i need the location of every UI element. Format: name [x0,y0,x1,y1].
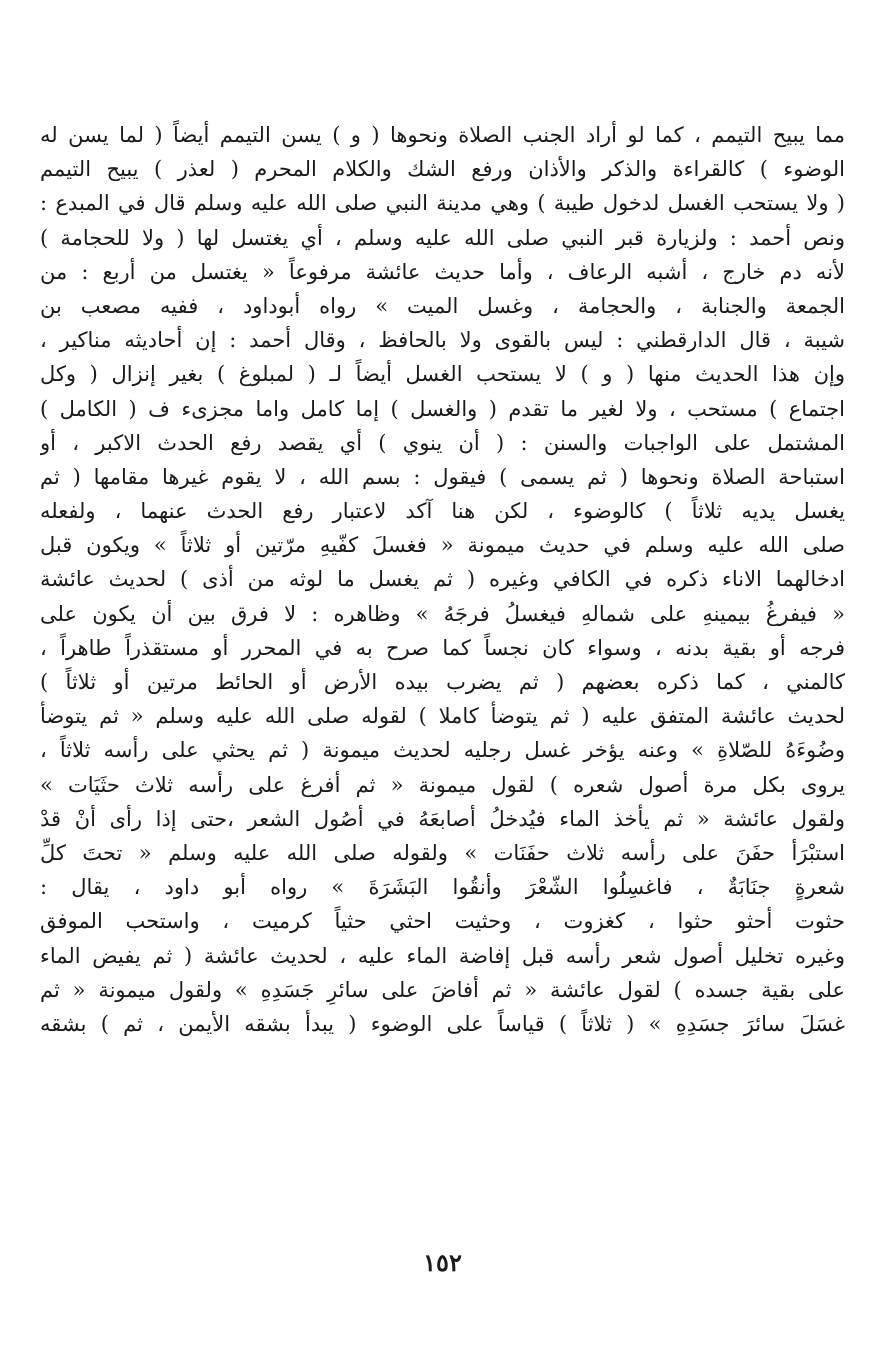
text-line: شعرةٍ جنَابَةٌ ، فاغسِلُوا الشّعْرَ وأنقُوا البَشَرَةَ » رواه أبو داود ، يقال : [40,875,845,900]
text-line: ولقول عائشة « ثم يأخذ الماء فيُدخلُ أصابعَهُ في أصُول الشعر ،حتى إذا رأى أنْ قدْ [40,806,845,831]
text-line: ونص أحمد : ولزيارة قبر النبي صلى الله عليه وسلم ، أي يغتسل لها ( ولا للحجامة ) [40,225,845,250]
text-line: على بقية جسده ) لقول عائشة « ثم أفاضَ على سائرِ جَسَدِهِ » ولقول ميمونة « ثم [40,977,845,1002]
text-line: استبْرَأ حفَنَ على رأسه ثلاث حفَنَات » ولقوله صلى الله عليه وسلم « تحتَ كلِّ [40,840,845,865]
text-line: صلى الله عليه وسلم في حديث ميمونة « فغسلَ كفّيهِ مرّتين أو ثلاثاً » ويكون قبل [40,533,845,558]
text-line: ادخالهما الاناء ذكره في الكافي وغيره ( ثم يغسل ما لوثه من أذى ) لحديث عائشة [40,567,845,592]
text-line: وغيره تخليل أصول شعر رأسه قبل إفاضة الماء عليه ، لحديث عائشة ( ثم يفيض الماء [40,943,845,968]
page-number: ١٥٢ [423,1248,462,1277]
text-line: حثوت أحثو حثوا ، كغزوت ، وحثيت احثي حثياً كرميت ، واستحب الموفق [40,909,845,934]
text-line: ( ولا يستحب الغسل لدخول طيبة ) وهي مدينة النبي صلى الله عليه وسلم قال في المبدع : [40,191,845,216]
text-line: غسَلَ سائرَ جسَدِهِ » ( ثلاثاً ) قياساً على الوضوء ( يبدأ بشقه الأيمن ، ثم ) بشقه [40,1011,845,1036]
text-line: فرجه أو بقية بدنه ، وسواء كان نجساً كما صرح به في المحرر أو مستقذراً طاهراً ، [40,635,845,660]
text-line: يغسل يديه ثلاثاً ) كالوضوء ، لكن هنا آكد لاعتبار رفع الحدث عنهما ، ولفعله [40,499,845,524]
text-line: يروى بكل مرة أصول شعره ) لقول ميمونة « ثم أفرغ على رأسه ثلاث حثَيَات » [40,772,845,797]
text-line: وضُوءَهُ للصّلاةِ » وعنه يؤخر غسل رجليه لحديث ميمونة ( ثم يحثي على رأسه ثلاثاً ، [40,738,845,763]
text-line: اجتماع ) مستحب ، ولا لغير ما تقدم ( والغسل ) إما كامل واما مجزىء ف ( الكامل ) [40,396,845,421]
text-line: شيبة ، قال الدارقطني : ليس بالقوى ولا بالحافظ ، وقال أحمد : إن أحاديثه مناكير ، [40,328,845,353]
text-line: وإن هذا الحديث منها ( و ) لا يستحب الغسل أيضاً لـ ( لمبلوغ ) بغير إنزال ( وكل [40,362,845,387]
text-line: مما يبيح التيمم ، كما لو أراد الجنب الصلاة ونحوها ( و ) يسن التيمم أيضاً ( لما يسن له [40,123,845,147]
text-line: المشتمل على الواجبات والسنن : ( أن ينوي ) أي يقصد رفع الحدث الاكبر ، أو [40,430,845,455]
body-text [40,118,845,1041]
text-line: لحديث عائشة المتفق عليه ( ثم يتوضأ كاملا ) لقوله صلى الله عليه وسلم « ثم يتوضأ [40,704,845,729]
text-line: الوضوء ) كالقراءة والذكر والأذان ورفع الشك والكلام المحرم ( لعذر ) يبيح التيمم [40,157,845,182]
text-line: الجمعة والجنابة ، والحجامة ، وغسل الميت » رواه أبوداود ، ففيه مصعب بن [40,293,845,318]
text-line: استباحة الصلاة ونحوها ( ثم يسمى ) فيقول : بسم الله ، لا يقوم غيرها مقامها ( ثم [40,464,845,489]
text-line: لأنه دم خارج ، أشبه الرعاف ، وأما حديث عائشة مرفوعاً « يغتسل من أربع : من [40,259,845,284]
text-line: « فيفرغُ بيمينهِ على شمالهِ فيغسلُ فرجَهُ » وظاهره : لا فرق بين أن يكون على [40,601,845,626]
text-line: كالمني ، كما ذكره بعضهم ( ثم يضرب بيده الأرض أو الحائط مرتين أو ثلاثاً ) [40,670,845,694]
